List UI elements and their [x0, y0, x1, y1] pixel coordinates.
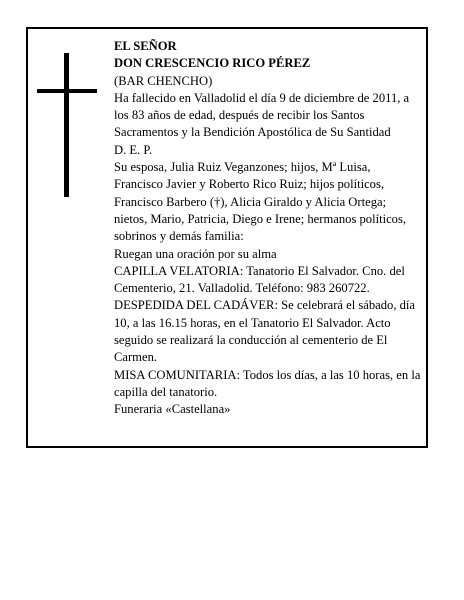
obituary-text-block: [114, 38, 422, 419]
mass-info: MISA COMUNITARIA: Todos los días, a las 10 horas, en la capilla del tanatorio.: [114, 367, 421, 399]
latin-cross-icon: [37, 53, 97, 197]
family-list: Su esposa, Julia Ruiz Veganzones; hijos, Mª Luisa, Francisco Javier y Roberto Rico Ruiz; hijos políticos, Francisco Barbero (†), Alicia Giraldo y Alicia Ortega; nietos, Mario, Patricia, Diego e Irene; hermanos políticos, sobrinos y demás familia:: [114, 160, 407, 244]
deceased-nickname: (BAR CHENCHO): [114, 73, 213, 88]
farewell-info: DESPEDIDA DEL CADÁVER: Se celebrará el sábado, día 10, a las 16.15 horas, en el Tanatorio El Salvador. Acto seguido se realizará la conducción al cementerio de El Carmen.: [114, 298, 416, 365]
wake-info: CAPILLA VELATORIA: Tanatorio El Salvador. Cno. del Cementerio, 21. Valladolid. Teléfono: 983 260722.: [114, 263, 405, 296]
cross-vertical-bar: [64, 53, 69, 197]
death-announcement: Ha fallecido en Valladolid el día 9 de diciembre de 2011, a los 83 años de edad, después de recibir los Santos Sacramentos y la Bendición Apostólica de Su Santidad: [114, 90, 410, 140]
notice-title: EL SEÑOR: [114, 39, 177, 53]
rip-line: D. E. P.: [114, 142, 153, 157]
prayer-request: Ruegan una oración por su alma: [114, 246, 277, 261]
deceased-name: DON CRESCENCIO RICO PÉREZ: [114, 56, 311, 71]
cross-horizontal-bar: [37, 89, 97, 93]
funeral-home: Funeraria «Castellana»: [114, 402, 231, 417]
